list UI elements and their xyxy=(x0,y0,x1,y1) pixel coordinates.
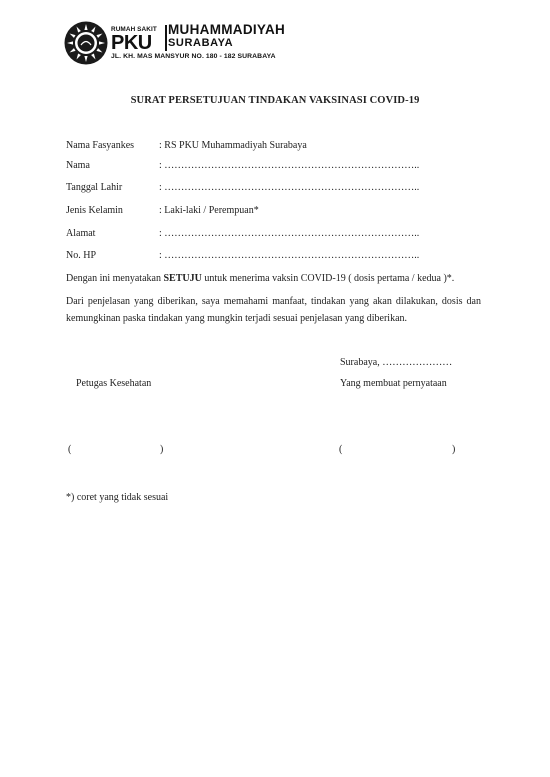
muhammadiyah-sun-emblem-icon xyxy=(64,21,108,65)
right-signature-open-bracket: ( xyxy=(339,444,343,455)
explanation-paragraph: Dari penjelasan yang diberikan, saya memahami manfaat, tindakan yang akan dilakukan, dosis dan kemungkinan paska tindakan yang mungkin terjadi sesuai penjelasan yang diberikan. xyxy=(66,296,481,324)
logo-pku: PKU xyxy=(111,32,152,54)
left-signature-open-bracket: ( xyxy=(68,444,72,455)
field-label: Nama Fasyankes xyxy=(66,140,135,151)
left-signer-label: Petugas Kesehatan xyxy=(76,378,152,389)
logo-divider xyxy=(165,25,167,51)
field-value: : RS PKU Muhammadiyah Surabaya xyxy=(159,140,307,151)
statement-before: Dengan ini menyatakan xyxy=(66,273,164,284)
document-title: SURAT PERSETUJUAN TINDAKAN VAKSINASI COVID-19 xyxy=(130,95,420,106)
logo-address: JL. KH. MAS MANSYUR NO. 180 - 182 SURABAYA xyxy=(111,53,276,60)
field-label: Alamat xyxy=(66,228,96,239)
hospital-name xyxy=(111,22,306,60)
logo-line-small: RUMAH SAKIT xyxy=(111,26,157,33)
statement-after: untuk menerima vaksin COVID-19 ( dosis pertama / kedua )*. xyxy=(201,273,455,284)
field-value: : ………………………………………………………………….. xyxy=(159,160,420,171)
logo-city: SURABAYA xyxy=(168,37,234,49)
field-label: Tanggal Lahir xyxy=(66,182,123,193)
logo-line-big: MUHAMMADIYAH xyxy=(168,22,286,37)
field-label: Jenis Kelamin xyxy=(66,205,123,216)
field-value: : ………………………………………………………………….. xyxy=(159,182,420,193)
right-signature-close-bracket: ) xyxy=(452,444,456,455)
footnote: *) coret yang tidak sesuai xyxy=(66,492,169,503)
consent-statement xyxy=(66,270,481,287)
hospital-logo xyxy=(64,21,304,67)
field-value: : ………………………………………………………………….. xyxy=(159,250,420,261)
left-signature-close-bracket: ) xyxy=(160,444,164,455)
field-label: No. HP xyxy=(66,250,97,261)
field-value: : ………………………………………………………………….. xyxy=(159,228,420,239)
place-date: Surabaya, ………………… xyxy=(340,357,453,368)
field-value: : Laki-laki / Perempuan* xyxy=(159,205,259,216)
statement-bold: SETUJU xyxy=(163,273,202,284)
field-label: Nama xyxy=(66,160,90,171)
right-signer-label: Yang membuat pernyataan xyxy=(340,378,447,389)
